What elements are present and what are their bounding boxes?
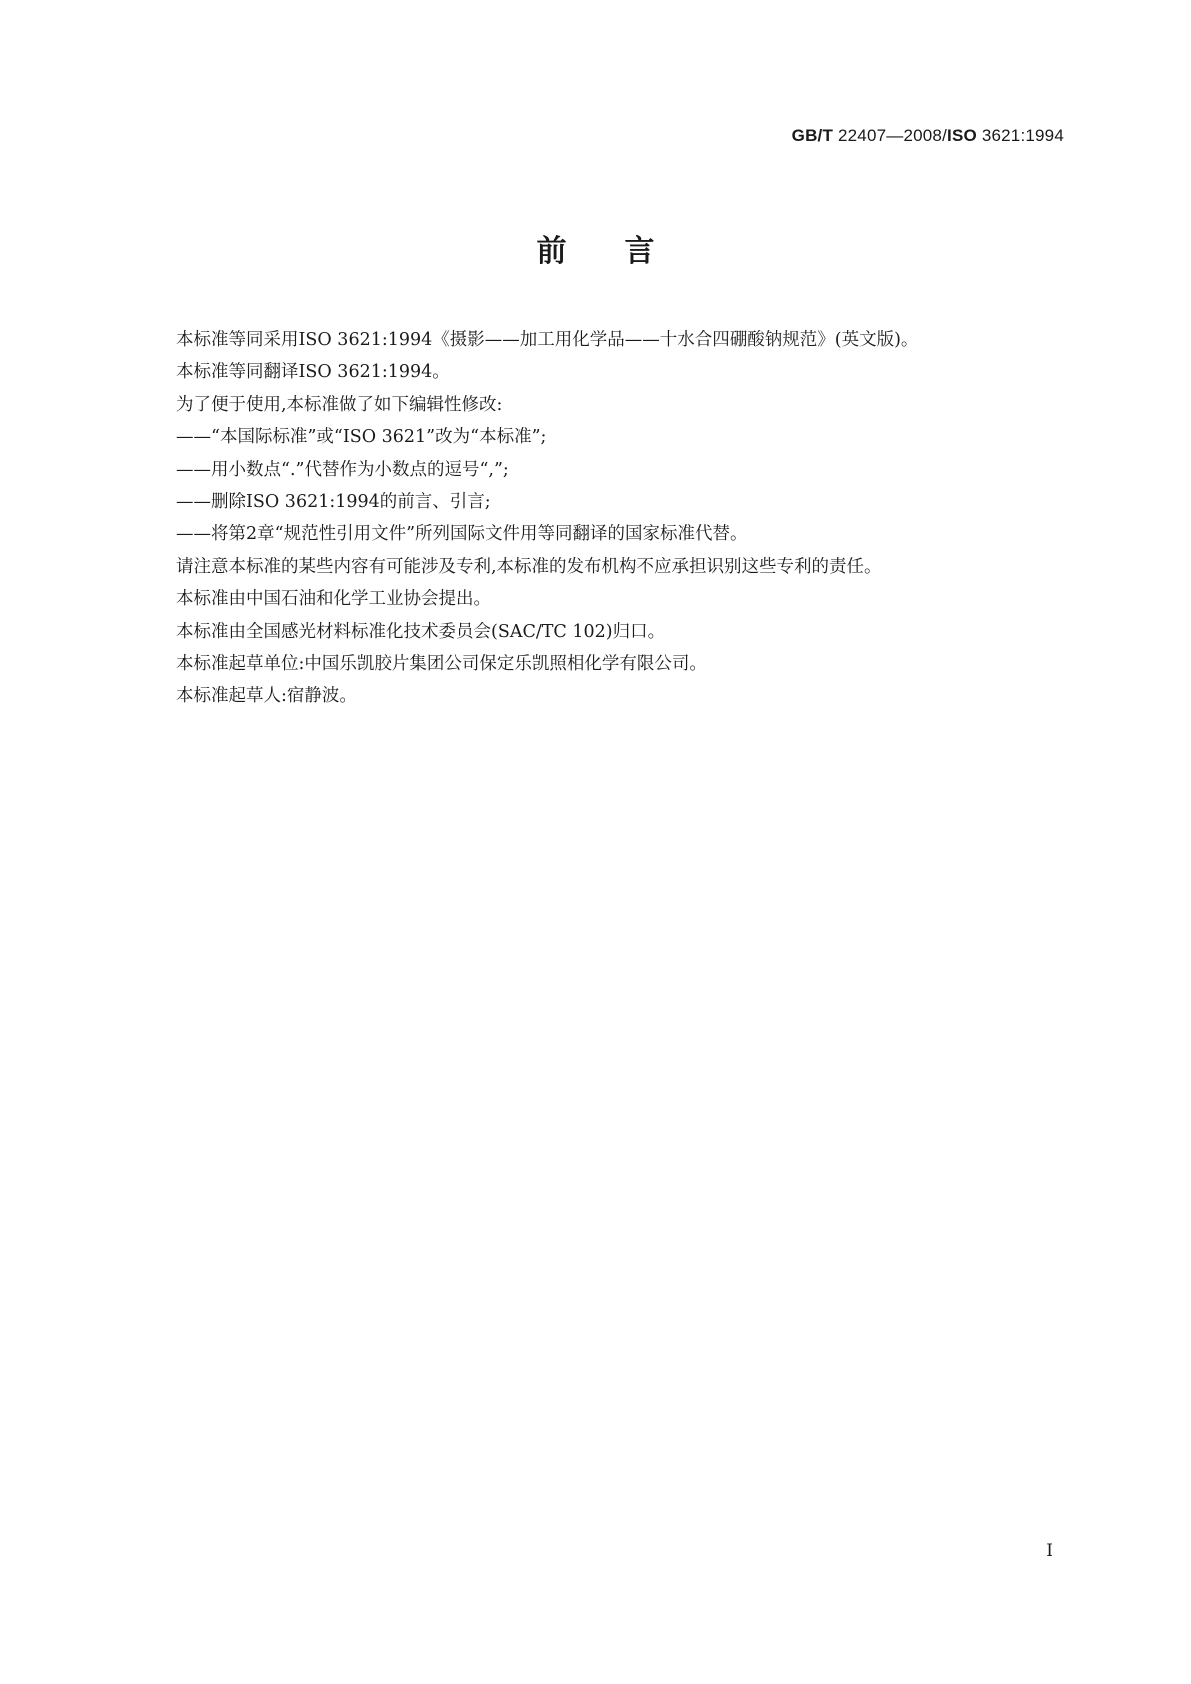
standard-code-gb-number: 22407—2008/ [833,126,948,145]
standard-code-iso-number: 3621:1994 [976,126,1064,145]
paragraph-edits-intro: 为了便于使用,本标准做了如下编辑性修改: [176,394,503,415]
standard-code-gb: GB/T [791,126,834,145]
paragraph-committee: 本标准由全国感光材料标准化技术委员会(SAC/TC 102)归口。 [176,621,666,642]
paragraph-patent-notice: 请注意本标准的某些内容有可能涉及专利,本标准的发布机构不应承担识别这些专利的责任。 [176,556,882,577]
paragraph-drafting-unit: 本标准起草单位:中国乐凯胶片集团公司保定乐凯照相化学有限公司。 [176,653,707,674]
paragraph-drafter: 本标准起草人:宿静波。 [176,686,357,707]
list-item-edit: ——用小数点“.”代替作为小数点的逗号“,”; [176,459,509,480]
paragraph-proposer: 本标准由中国石油和化学工业协会提出。 [176,589,491,610]
list-item-edit: ——删除ISO 3621:1994的前言、引言; [176,491,491,512]
page-number: I [1046,1541,1053,1561]
paragraph-adoption: 本标准等同采用ISO 3621:1994《摄影——加工用化学品——十水合四硼酸钠规范》(英文版)。 [176,330,919,350]
standard-code [792,126,1064,146]
list-item-edit: ——将第2章“规范性引用文件”所列国际文件用等同翻译的国家标准代替。 [176,524,748,545]
paragraph-translation: 本标准等同翻译ISO 3621:1994。 [176,362,450,383]
page-title: 前言 [536,234,713,269]
standard-code-iso: ISO [947,126,977,145]
list-item-edit: ——“本国际标准”或“ISO 3621”改为“本标准”; [176,427,547,448]
foreword-body [176,324,1056,713]
